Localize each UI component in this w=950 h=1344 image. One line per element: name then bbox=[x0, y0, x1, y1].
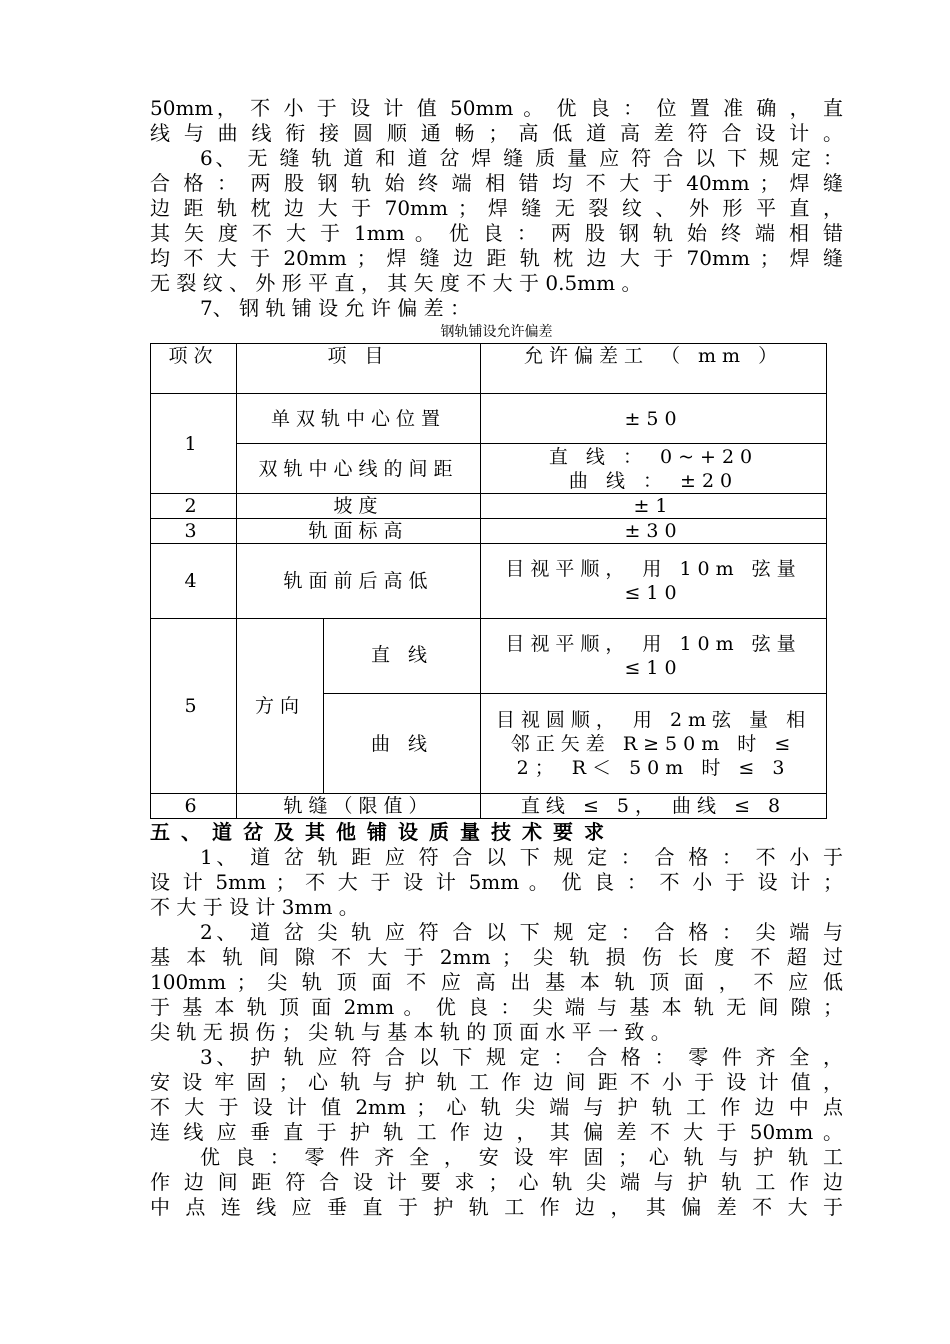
cell-item: 坡度 bbox=[237, 494, 481, 519]
text-line: 线 与 曲 线 衔 接 圆 顺 通 畅 ； 高 低 道 高 差 符 合 设 计 。 bbox=[150, 121, 843, 145]
text-line: 6、 无 缝 轨 道 和 道 岔 焊 缝 质 量 应 符 合 以 下 规 定 ： bbox=[200, 146, 843, 170]
text-line: 7、 钢 轨 铺 设 允 许 偏 差 ： bbox=[200, 296, 470, 320]
header-item: 项 目 bbox=[237, 344, 481, 394]
text-line: 均 不 大 于 20mm ； 焊 缝 边 距 轨 枕 边 大 于 70mm ； 焊 缝 bbox=[150, 246, 843, 270]
header-tolerance: 允许偏差工 （ mm ） bbox=[481, 344, 827, 394]
document-page bbox=[150, 96, 843, 1220]
cell-tolerance bbox=[481, 444, 827, 494]
table-row bbox=[151, 394, 827, 444]
text-line: 50mm， 不 小 于 设 计 值 50mm 。 优 良 ： 位 置 准 确 ， 直 bbox=[150, 96, 843, 120]
cell-item: 双轨中心线的间距 bbox=[237, 444, 481, 494]
cell-item: 单双轨中心位置 bbox=[237, 394, 481, 444]
cell-tolerance: 直线 ≤ 5， 曲线 ≤ 8 bbox=[481, 794, 827, 819]
tolerance-straight: 直 线 ： 0~+20 bbox=[548, 445, 759, 468]
table-row bbox=[151, 794, 827, 819]
text-line: 作 边 间 距 符 合 设 计 要 求 ； 心 轨 尖 端 与 护 轨 工 作 边 bbox=[150, 1170, 843, 1194]
table-header-row bbox=[151, 344, 827, 394]
text-line: 1、 道 岔 轨 距 应 符 合 以 下 规 定 ： 合 格 ： 不 小 于 bbox=[200, 845, 843, 869]
cell-tolerance: 目视平顺， 用 10m 弦量 ≤10 bbox=[481, 544, 827, 619]
header-no: 项次 bbox=[151, 344, 237, 394]
table-row bbox=[151, 444, 827, 494]
cell-no: 4 bbox=[151, 544, 237, 619]
cell-no: 6 bbox=[151, 794, 237, 819]
text-line: 3、 护 轨 应 符 合 以 下 规 定 ： 合 格 ： 零 件 齐 全 ， bbox=[200, 1045, 843, 1069]
table-caption: 钢轨铺设允许偏差 bbox=[440, 324, 553, 340]
cell-no: 3 bbox=[151, 519, 237, 544]
cell-tolerance: ±50 bbox=[481, 394, 827, 444]
text-line: 尖 轨 无 损 伤 ； 尖 轨 与 基 本 轨 的 顶 面 水 平 一 致 。 bbox=[150, 1020, 671, 1044]
table-row bbox=[151, 619, 827, 694]
cell-item: 轨面标高 bbox=[237, 519, 481, 544]
text-line: 不 大 于 设 计 值 2mm ； 心 轨 尖 端 与 护 轨 工 作 边 中 点 bbox=[150, 1095, 843, 1119]
cell-no: 1 bbox=[151, 394, 237, 494]
text-line: 无 裂 纹 、 外 形 平 直 ， 其 矢 度 不 大 于 0.5mm 。 bbox=[150, 271, 642, 295]
cell-tolerance: ±1 bbox=[481, 494, 827, 519]
section-heading: 五、道岔及其他铺设质量技术要求 bbox=[150, 820, 615, 844]
text-line: 不 大 于 设 计 3mm 。 bbox=[150, 895, 359, 919]
table-row bbox=[151, 494, 827, 519]
cell-tolerance: ±30 bbox=[481, 519, 827, 544]
text-line: 100mm ； 尖 轨 顶 面 不 应 高 出 基 本 轨 顶 面 ， 不 应 低 bbox=[150, 970, 843, 994]
cell-no: 2 bbox=[151, 494, 237, 519]
cell-subitem: 曲 线 bbox=[324, 694, 481, 794]
cell-subitem: 直 线 bbox=[324, 619, 481, 694]
table-row bbox=[151, 519, 827, 544]
text-line: 于 基 本 轨 顶 面 2mm 。 优 良 ： 尖 端 与 基 本 轨 无 间 隙 ； bbox=[150, 995, 843, 1019]
text-line: 中 点 连 线 应 垂 直 于 护 轨 工 作 边 ， 其 偏 差 不 大 于 bbox=[150, 1195, 843, 1219]
text-line: 安 设 牢 固 ； 心 轨 与 护 轨 工 作 边 间 距 不 小 于 设 计 值 ， bbox=[150, 1070, 843, 1094]
tolerance-curve: 曲 线 ： ±20 bbox=[568, 469, 739, 492]
text-line: 设 计 5mm ； 不 大 于 设 计 5mm 。 优 良 ： 不 小 于 设 计 ； bbox=[150, 870, 843, 894]
cell-no: 5 bbox=[151, 619, 237, 794]
text-line: 合 格 ： 两 股 钢 轨 始 终 端 相 错 均 不 大 于 40mm ； 焊 缝 bbox=[150, 171, 843, 195]
text-line: 其 矢 度 不 大 于 1mm 。 优 良 ： 两 股 钢 轨 始 终 端 相 错 bbox=[150, 221, 843, 245]
text-line: 边 距 轨 枕 边 大 于 70mm ； 焊 缝 无 裂 纹 、 外 形 平 直 ， bbox=[150, 196, 843, 220]
text-line: 优 良 ： 零 件 齐 全 ， 安 设 牢 固 ； 心 轨 与 护 轨 工 bbox=[200, 1145, 843, 1169]
cell-tolerance: 目视圆顺， 用 2m弦 量 相邻正矢差 R≥50m 时 ≤ 2； R＜ 50m 时 ≤ 3 bbox=[481, 694, 827, 794]
table-row bbox=[151, 544, 827, 619]
cell-item: 方向 bbox=[237, 619, 324, 794]
cell-item: 轨缝（限值） bbox=[237, 794, 481, 819]
text-line: 2、 道 岔 尖 轨 应 符 合 以 下 规 定 ： 合 格 ： 尖 端 与 bbox=[200, 920, 843, 944]
text-line: 基 本 轨 间 隙 不 大 于 2mm ； 尖 轨 损 伤 长 度 不 超 过 bbox=[150, 945, 843, 969]
text-line: 连 线 应 垂 直 于 护 轨 工 作 边 ， 其 偏 差 不 大 于 50mm 。 bbox=[150, 1120, 843, 1144]
cell-item: 轨面前后高低 bbox=[237, 544, 481, 619]
tolerance-table bbox=[150, 343, 827, 819]
cell-tolerance: 目视平顺， 用 10m 弦量 ≤10 bbox=[481, 619, 827, 694]
